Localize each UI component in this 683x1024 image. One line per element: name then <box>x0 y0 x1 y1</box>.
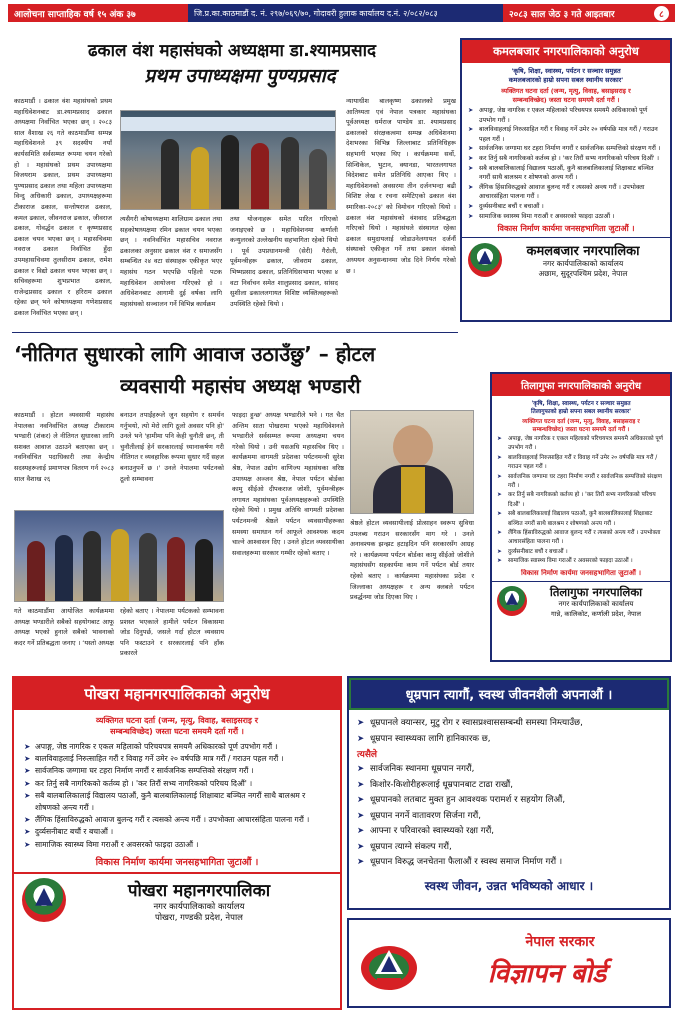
kamalbazar-ad <box>460 38 672 322</box>
tilagufa-request-list <box>492 433 670 569</box>
advertisement-board-logo <box>347 918 671 1008</box>
pokhara-registration-1: व्यक्तिगत घटना दर्ता (जन्म, मृत्यु, विवाह, बसाइसराइ र <box>95 716 258 725</box>
story1-headline: ढकाल वंश महासंघको अध्यक्षमा डा.श्यामप्रसाद <box>87 41 377 61</box>
photo-person <box>161 139 179 209</box>
list-item: ➤ सामाजिक स्वास्थ्य विमा गराऔं र अवसरको फाइदा उठाऔं । <box>468 212 664 222</box>
kamalbazar-ad-footer: विकास निर्माण कार्यमा जनसहभागिता जुटाऔं । <box>497 224 635 234</box>
tilagufa-office: नगर कार्यपालिकाको कार्यालय <box>558 599 634 608</box>
story2-column-1: काठमाडौं । होटल व्यवसायी महासंघ नेपालका नवनिर्वाचित अध्यक्ष टीकाराम भण्डारी (शंकर) ले नीतिगत सुधारका लागि सशक्त आवाज उठाउने बताएका छन् । नवनिर्वाचित पदाधिकारी तथा केन्द्रीय सदस्यहरूलाई प्रमाणपत्र वितरण गर्न २०८३ साल वैशाख २६ <box>14 411 114 483</box>
board-government-label: नेपाल सरकार <box>525 934 595 950</box>
masthead-date-text: २०८३ साल जेठ ३ गते आइतबार <box>509 9 615 20</box>
pokhara-ad-heading: पोखरा महानगरपालिकाको अनुरोध <box>14 678 340 710</box>
list-item: ➤ दुर्व्यसनीबाट बचौं र बचाऔं । <box>497 548 665 557</box>
list-item: ➤ अपाङ्ग, जेष्ठ नागरिक र एकल महिलाको परिचयपत्र समयमै अधिकारको पूर्ण उपभोग गरौं । <box>24 741 330 753</box>
story2-column-2b: रहेको बताए । नेपालमा पर्यटकको सम्भावना प्रशस्त भएकाले हामीले पर्यटन विकासमा जोड दिनुपर्छ, जसले गर्दा होटल व्यवसाय पनि फस्टाउने र सरकारलाई पनि हाँक प्रकारले <box>120 607 224 658</box>
list-item: ➤ धूम्रपानले क्यान्सर, मुटु रोग र स्वासप्रश्वाससम्बन्धी समस्या निम्त्याउँछ, <box>357 716 661 732</box>
story2-portrait-photo <box>350 410 474 514</box>
nepal-emblem-icon <box>22 878 66 922</box>
tilagufa-ad-footer: विकास निर्माण कार्यमा जनसहभागिता जुटाऔं । <box>521 568 641 577</box>
photo-person <box>221 135 239 209</box>
pokhara-municipality-block <box>14 872 340 927</box>
list-item: ➤ सबै बालबालिकालाई विद्यालय पठाऔं, कुनै बालबालिकालाई शिक्षाबाट बञ्चित नगरौं साथै बालश्रम र शोषणको अन्त्य गरौं । <box>468 164 664 183</box>
photo-person <box>281 137 299 209</box>
list-item: ➤ धूम्रपान नगर्ने वातावरण सिर्जना गरौं, <box>357 809 661 825</box>
kamalbazar-municipality-name: कमलबजार नगरपालिका <box>526 244 640 260</box>
photo-person <box>309 149 327 209</box>
photo-person <box>111 529 129 601</box>
story2-subheadline: व्यवसायी महासंघ अध्यक्ष भण्डारी <box>120 374 361 398</box>
list-item: ➤ धूम्रपान विरुद्ध जनचेतना फैलाऔं र स्वस्थ समाज निर्माण गरौं । <box>357 855 661 871</box>
kamalbazar-slogan-1: 'कृषि, शिक्षा, स्वास्थ्य, पर्यटन र सञ्चार समुन्नत <box>511 67 621 75</box>
pokhara-address: पोखरा, गण्डकी प्रदेश, नेपाल <box>155 912 243 923</box>
story2-column-1b: गते काठमाडौंमा आयोजित कार्यक्रममा अध्यक्ष भण्डारीले सबैको सहयोगबाट आफू अध्यक्ष भएको हुनाले सबैको भावनाको कदर गर्ने प्रतिबद्धता जनाए । ‘यस्तो अध्यक्ष <box>14 607 114 647</box>
masthead-date <box>503 4 675 22</box>
story1-column-1: काठमाडौं । ढकाल वंश महासंघको प्रथम महाधिवेशनबाट डा.श्यामप्रसाद ढकाल अध्यक्षमा निर्वाचित भएका छन् । २०८३ साल वैशाख २६ गते काठमाडौंमा सम्पन्न महाधिवेशनले ३९ सदस्यीय नयाँ कार्यसमिति सर्वसम्मत रूपमा चयन गरेको हो । महासंघको प्रथम उपाध्यक्षमा विजयराम ढकाल, प्रथम उपाध्यक्षमा पुण्यप्रसाद ढकाल तथा महिला उपाध्यक्षमा विन्दु अधिकारी ढकाल, उपाध्यक्षहरूमा टीकाराज ढकाल, सन्तोषराज ढकाल, कमल ढकाल, जीवनराज ढकाल, जीवराज ढकाल, गोवर्द्धन ढकाल र कृष्णप्रसाद ढकाल चयन भएका छन् । महासचिवमा नवराज ढकाल निर्वाचित हुँदा उपमहासचिवमा तुलसीराम ढकाल, रामेश ढकाल र विद्यो ढकाल चयन भएका छन् । सचिवहरूमा शुभप्रभात ढकाल, राजेन्द्रप्रसाद ढकाल र हरिराम ढकाल रहेका छन् भने कोषाध्यक्षमा गणेशप्रसाद ढकाल निर्वाचित भएका छन् । <box>14 97 112 317</box>
list-item: ➤ अपाङ्ग, जेष्ठ नागरिक र एकल महिलाको परिचयपत्र समयमै अधिकारको पूर्ण उपभोग गरौं । <box>468 106 664 125</box>
anti-smoking-facts-list <box>349 710 669 749</box>
story2-column-4: श्रेष्ठले होटल व्यवसायीलाई प्रोत्साहन स्वरूप सुविधा उपलब्ध गराउन सरकारसँग माग गरे । उनले अनावश्यक झन्झट हटाइदिन पनि सरकारसँग आग्रह गरे । कार्यक्रममा पर्यटन बोर्डका कामु सीईओ जोशीले महासंघसँग सहकार्यमा काम गर्ने पर्यटन बोर्ड तयार रहेको बताए । कार्यक्रममा महासंघका प्रदेश र जिल्लाका अध्यक्षहरू र अन्य क्लबले पर्यटन प्रवर्द्धनमा जोड दिएका थिए । <box>350 519 474 602</box>
kamalbazar-slogan-2: कमलबजारको हाम्रो सपना सबल स्थानीय सरकार' <box>508 76 624 84</box>
photo-person <box>83 531 101 601</box>
pokhara-municipality-name: पोखरा महानगरपालिका <box>127 880 271 901</box>
nepal-emblem-icon <box>497 586 527 616</box>
photo-person <box>191 147 209 209</box>
story1-photo <box>120 110 336 210</box>
pokhara-municipality-text <box>66 878 332 923</box>
anti-smoking-footer: स्वस्थ जीवन, उन्नत भविष्यको आधार । <box>424 878 594 893</box>
list-item: ➤ कर तिर्नु सबै नागरिकको कर्तव्य हो । 'कर तिरौं सभ्य नागरिकको परिचय दिऔं' । <box>24 778 330 790</box>
nepal-emblem-icon <box>468 243 502 277</box>
list-item: ➤ धूम्रपान स्वास्थ्यका लागि हानिकारक छ, <box>357 732 661 748</box>
board-title: विज्ञापन बोर्ड <box>487 959 607 989</box>
list-item: ➤ कर तिर्नु सबै नागरिकको कर्तव्य हो । 'कर तिरौं सभ्य नागरिकको परिचय दिऔं' । <box>497 491 665 510</box>
pokhara-ad <box>12 676 342 1010</box>
story1-column-2: त्यसैगरी कोषाध्यक्षमा शालिग्राम ढकाल तथा सहकोषाध्यक्षमा रमिन ढकाल चयन भएका छन् । नवनिर्वाचित महासचिव नवराज ढकालका अनुसार ढकाल वंश र समाजसँग सम्बन्धित २४ वटा संस्थाहरू एकीकृत भएर महासंघ गठन भएपछि पहिलो पटक महाधिवेशन आयोजना गरिएको हो । अधिवेशनबाट आगामी दुई वर्षका लागि महासंघको सञ्चालन गर्ने विभिन्न कार्यक्रम <box>120 215 222 308</box>
photo-person <box>139 533 157 601</box>
list-item: ➤ लैंगिक हिंसाविरुद्धको आवाज बुलन्द गरौं र त्यसको अन्त्य गरौं । उपभोक्ता आचारसंहिता पालना गरौं । <box>468 183 664 202</box>
kamalbazar-ad-heading: कमलबजार नगरपालिकाको अनुरोध <box>462 40 670 63</box>
list-item: ➤ लैंगिक हिंसाविरुद्धको आवाज बुलन्द गरौं र त्यसको अन्त्य गरौं । उपभोक्ता आचारसंहिता पालना गरौं । <box>24 814 330 826</box>
list-item: ➤ सार्वजनिक जग्गामा घर टहरा निर्माण नगरौं र सार्वजनिक सम्पत्तिको संरक्षण गरौं । <box>468 144 664 154</box>
pokhara-ad-footer: विकास निर्माण कार्यमा जनसहभागिता जुटाऔं । <box>95 856 259 868</box>
list-item: ➤ सबै बालबालिकालाई विद्यालय पठाऔं, कुनै बालबालिकालाई शिक्षाबाट बञ्चित नगरौं साथै बालश्रम र शोषणको अन्त्य गरौं । <box>24 790 330 814</box>
tilagufa-registration-1: व्यक्तिगत घटना दर्ता (जन्म, मृत्यु, विवाह, बसाइसराइ र <box>522 419 640 425</box>
story1-subheadline: प्रथम उपाध्यक्षमा पुण्यप्रसाद <box>144 65 336 87</box>
list-item: ➤ अपाङ्ग, जेष्ठ नागरिक र एकल महिलाको परिचयपत्र समयमै अधिकारको पूर्ण उपभोग गरौं । <box>497 435 665 454</box>
tilagufa-ad-heading: तिलागुफा नगरपालिकाको अनुरोध <box>492 374 670 396</box>
anti-smoking-heading: धूम्रपान त्यागौं, स्वस्थ जीवनशैली अपनाऔं । <box>349 678 669 710</box>
masthead-publication: आलोचना साप्ताहिक वर्ष १५ अंक ३७ <box>8 4 188 22</box>
kamalbazar-municipality-block <box>462 237 670 282</box>
kamalbazar-address: अछाम, सुदूरपश्चिम प्रदेश, नेपाल <box>538 269 628 279</box>
story2-column-3: फाइदा हुन्छ' अध्यक्ष भण्डारीले भने । गत चैत अन्तिम साता पोखरामा भएको महाधिवेशनले भण्डारीले सर्वसम्मत रूपमा अध्यक्षमा चयन गरेको थियो । उनी यसअघि महासचिव थिए । कार्यक्रममा वागमती प्रदेशका पर्यटनमन्त्री सुरेश श्रेष्ठ, नेपाल उद्योग वाणिज्य महासंघका वरिष्ठ उपाध्यक्ष अञ्जन श्रेष्ठ, नेपाल पर्यटन बोर्डका कामु सीईओ दीपकराज जोशी, पूर्वमन्त्रीहरू लगायत महासंघका पूर्वअध्यक्षहरूको उपस्थिति रहेको थियो । प्रमुख अतिथि वागमती प्रदेशका पर्यटनमन्त्री श्रेष्ठले पर्यटन व्यवसायीहरूका समस्या समाधान गर्न आफूले आवश्यक कदम चाल्ने आश्वासन दिए । उनले होटल व्यवसायीका सवालहरूमा सरकार गम्भीर रहेको बताए । <box>232 411 344 557</box>
story1-column-3: तथा योजनाहरू समेत पारित गरिएको जनाइएको छ । महाधिवेशनमा कर्णाली कन्युलरको उल्लेखनीय सहभागिता रहेको थियो । पूर्व उपप्रधानमन्त्री (सेरी) गैरोली, पूर्वमन्त्रीहरू ढकाल, जीवराम ढकाल, भिष्मप्रसाद ढकाल, प्रतिनिधिसभामा भएका ४ वटा निर्वाचन समेत शालुप्रसाद ढकाल, सांसद सुशीला ढकाललगायत विशिष्ट व्यक्तित्वहरूको उपस्थिति रहेको थियो । <box>230 215 338 308</box>
anti-smoking-ad <box>347 676 671 910</box>
list-item: ➤ किशोर-किशोरीहरूलाई धूम्रपानबाट टाढा राखौं, <box>357 778 661 794</box>
story-divider <box>12 332 458 333</box>
story1-column-4: न्यायाधीश बालकृष्ण ढकालको प्रमुख आतिथ्यता एवं नेपाल पत्रकार महासंघका पूर्वअध्यक्ष धर्मराज पाण्डेय डा. श्यामप्रसाद ढकालको संरक्षकत्वमा सम्पन्न अधिवेशनमा देशभरका विभिन्न जिल्लाबाट प्रतिनिधिहरू सहभागी भएका थिए । कार्यक्रममा सर्वो, सिन्धिकेल, भुटान, क्यानडा, भारतलगायत विदेशबाट समेत प्रतिनिधि आएका थिए । महाधिवेशनको अवसरमा तीन दर्जनभन्दा बढी विशिष्ट लेख र रचना समेटिएको ढकाल वंश स्मारिका-२०८३' को विमोचन गरिएको थियो । ढकाल वंश महासंघको वंशवाद प्रतिबद्धता गरिएको थियो । महासंघले संस्थागत रहेका ढकाल समुदायलाई जोडाउनेलगायत दर्जनौं संस्थाको एकीकृत गर्ने तथा ढकाल वंशको अध्ययन अनुसन्धानमा जोड दिने निर्णय गरेको छ । <box>346 97 456 275</box>
pokhara-request-list <box>14 737 340 855</box>
tilagufa-municipality-name: तिलागुफा नगरपालिका <box>549 584 643 599</box>
story2-group-photo <box>14 510 224 602</box>
photo-person <box>27 541 45 601</box>
list-item: ➤ धूम्रपानको लतबाट मुक्त हुन आवश्यक परामर्श र सहयोग लिऔं, <box>357 793 661 809</box>
list-item: ➤ सार्वजनिक जग्गामा घर टहरा निर्माण नगरौं र सार्वजनिक सम्पत्तिको संरक्षण गरौं । <box>24 765 330 777</box>
photo-person <box>167 537 185 601</box>
photo-banner <box>121 117 335 131</box>
kamalbazar-office: नगर कार्यपालिकाको कार्यालय <box>542 259 624 269</box>
list-item: ➤ दुर्व्यसनीबाट बचौं र बचाऔं । <box>24 826 330 838</box>
anti-smoking-subheading: त्यसैले <box>357 750 378 760</box>
portrait-face <box>393 425 433 469</box>
tilagufa-registration-2: सम्बन्धविच्छेद) जस्ता घटना समयमै दर्ता गरौं । <box>532 427 630 433</box>
tilagufa-address: गान्ने, कालिकोट, कर्णाली प्रदेश, नेपाल <box>551 609 641 618</box>
tilagufa-ad <box>490 372 672 662</box>
tilagufa-municipality-block <box>492 581 670 621</box>
list-item: ➤ सार्वजनिक स्थानमा धूम्रपान नगरौं, <box>357 762 661 778</box>
pokhara-registration-2: सम्बन्धविच्छेद) जस्ता घटना समयमै दर्ता गरौं । <box>110 727 244 736</box>
list-item: ➤ कर तिर्नु सबै नागरिकको कर्तव्य हो । 'कर तिरौं सभ्य नागरिकको परिचय दिऔं' । <box>468 154 664 164</box>
story2-column-2: बनाउन तपाईंहरूले जुन सहयोग र समर्थन गर्नुभयो, त्यो मेरो लागि ठूलो अवसर पनि हो' उनले भने 'हामीमा पनि केही चुनौती छन्, ती चुनौतीलाई हेर्न सरकारलाई ध्यानाकर्षण गरी नीतिगत र व्यवहारिक रूपमा सुधार गर्दै सहज बनाउनुपर्ने छ ।' उनले नेपालमा पर्यटनको ठूलो सम्भावना <box>120 411 224 483</box>
list-item: ➤ दुर्व्यसनीबाट बचौं र बचाऔं । <box>468 202 664 212</box>
list-item: ➤ आफ्ना र परिवारको स्वास्थ्यको रक्षा गरौं, <box>357 824 661 840</box>
portrait-scarf <box>401 467 425 514</box>
list-item: ➤ बालविवाहलाई निरुत्साहित गरौं र विवाह गर्ने उमेर २० वर्षपछि मात्र गरौं / गराउन पहल गरौं । <box>497 454 665 473</box>
story2-headline: ‘नीतिगत सुधारको लागि आवाज उठाउँछु’ – होटल <box>14 342 376 366</box>
list-item: ➤ बालविवाहलाई निरुत्साहित गरौं र विवाह गर्ने उमेर २० वर्षपछि मात्र गरौं / गराउन पहल गरौं । <box>468 125 664 144</box>
list-item: ➤ बालविवाहलाई निरुत्साहित गरौं र विवाह गर्ने उमेर २० वर्षपछि मात्र गरौं / गराउन पहल गरौं । <box>24 753 330 765</box>
kamalbazar-registration-2: सम्बन्धविच्छेद) जस्ता घटना समयमै दर्ता गरौं । <box>512 96 620 104</box>
kamalbazar-municipality-text <box>502 241 664 279</box>
anti-smoking-actions-list <box>349 760 669 873</box>
masthead-registration: जि.प्र.का.काठमाडौं द. नं. २९७/०६९/७०, गोदावरी हुलाक कार्यालय द.नं. २/०८२/०८३ <box>188 4 503 22</box>
photo-person <box>251 143 269 209</box>
nepal-government-emblem-icon <box>359 938 419 992</box>
list-item: ➤ सामाजिक स्वास्थ्य विमा गराऔं र अवसरको फाइदा उठाऔं । <box>497 557 665 566</box>
page-number: ८ <box>654 6 669 21</box>
tilagufa-slogan-2: तिलागुफाको हाम्रो सपना सबल स्थानीय सरकार' <box>531 409 631 415</box>
kamalbazar-request-list <box>462 104 670 223</box>
list-item: ➤ धूम्रपान त्याग्ने संकल्प गरौं, <box>357 840 661 856</box>
kamalbazar-registration-1: व्यक्तिगत घटना दर्ता (जन्म, मृत्यु, विवाह, बसाइसराइ र <box>501 87 631 95</box>
tilagufa-municipality-text <box>527 585 665 618</box>
photo-person <box>195 539 213 601</box>
tilagufa-slogan-1: 'कृषि, शिक्षा, स्वास्थ्य, पर्यटन र सञ्चार समुन्नत <box>531 401 631 407</box>
list-item: ➤ सामाजिक स्वास्थ्य विमा गराऔं र अवसरको फाइदा उठाऔं । <box>24 839 330 851</box>
pokhara-office: नगर कार्यपालिकाको कार्यालय <box>153 901 245 912</box>
list-item: ➤ सबै बालबालिकालाई विद्यालय पठाऔं, कुनै बालबालिकालाई शिक्षाबाट बञ्चित नगरौं साथै बालश्रम र शोषणको अन्त्य गरौं । <box>497 510 665 529</box>
photo-person <box>55 535 73 601</box>
masthead <box>8 4 675 22</box>
list-item: ➤ लैंगिक हिंसाविरुद्धको आवाज बुलन्द गरौं र त्यसको अन्त्य गरौं । उपभोक्ता आचारसंहिता पालना गरौं । <box>497 529 665 548</box>
list-item: ➤ सार्वजनिक जग्गामा घर टहरा निर्माण नगरौं र सार्वजनिक सम्पत्तिको संरक्षण गरौं । <box>497 473 665 492</box>
